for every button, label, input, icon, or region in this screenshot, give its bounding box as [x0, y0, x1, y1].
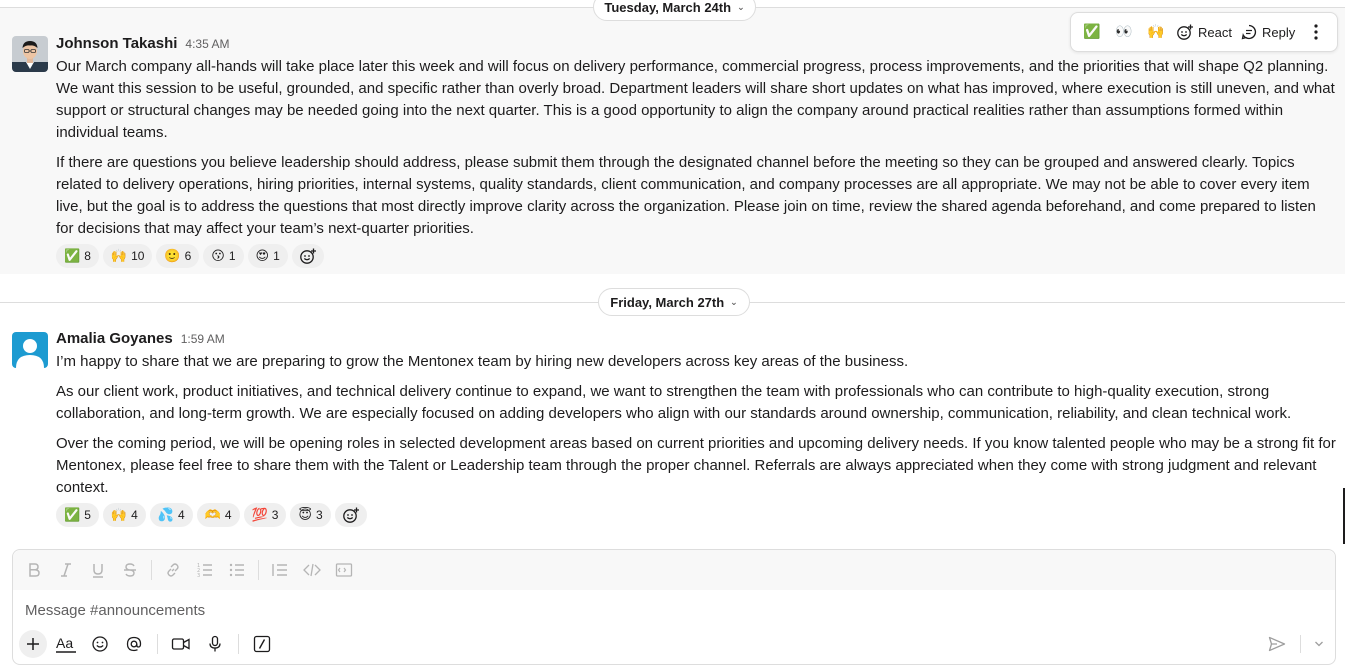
chevron-down-icon: ⌄: [737, 1, 745, 12]
text-format-icon: [55, 634, 77, 654]
svg-text:3: 3: [197, 573, 201, 578]
eyes-emoji-icon: 👀: [1115, 24, 1133, 40]
reaction-count: 6: [184, 249, 192, 263]
reaction-count: 8: [84, 249, 91, 263]
code-icon[interactable]: [299, 557, 325, 583]
underline-icon[interactable]: [85, 557, 111, 583]
reaction-count: 4: [224, 508, 232, 522]
italic-icon[interactable]: [53, 557, 79, 583]
reaction-pill[interactable]: [197, 503, 240, 527]
bold-icon[interactable]: [21, 557, 47, 583]
add-emoji-icon: [342, 506, 360, 524]
send-icon: [1268, 636, 1286, 652]
emoji-button[interactable]: [85, 630, 115, 658]
more-actions-button[interactable]: [1301, 17, 1331, 47]
date-label: Tuesday, March 24th: [604, 0, 732, 15]
date-divider-pill[interactable]: [598, 288, 750, 316]
toolbar-divider: [258, 560, 259, 580]
mention-button[interactable]: [119, 630, 149, 658]
reaction-pill[interactable]: [203, 244, 243, 268]
reaction-emoji: ✅: [64, 507, 81, 523]
toolbar-divider: [151, 560, 152, 580]
author-name[interactable]: Johnson Takashi: [56, 35, 178, 52]
quick-react-check-button[interactable]: [1077, 17, 1107, 47]
reaction-emoji: ✅: [64, 248, 81, 264]
svg-text:2: 2: [197, 568, 201, 574]
reaction-pill[interactable]: [248, 244, 288, 268]
reaction-count: 5: [84, 508, 91, 522]
reaction-count: 3: [315, 508, 323, 522]
slash-command-icon: [253, 635, 271, 653]
reaction-pill[interactable]: [56, 503, 99, 527]
reaction-emoji: 😗: [211, 248, 225, 264]
reaction-emoji: 🙌: [110, 248, 128, 264]
reaction-emoji: 😍: [255, 248, 270, 264]
message-paragraph: I’m happy to share that we are preparing to grow the Mentonex team by hiring new developers across key areas of the business.: [56, 353, 909, 370]
message-timestamp[interactable]: 4:35 AM: [185, 37, 230, 51]
chevron-down-icon: ⌄: [730, 296, 738, 307]
reaction-pill[interactable]: [103, 503, 146, 527]
reaction-emoji: 🫶: [204, 507, 221, 523]
reply-thread-icon: [1240, 23, 1258, 41]
composer-actions: [19, 628, 1329, 660]
chevron-down-icon: [1314, 640, 1324, 648]
reaction-pill[interactable]: [156, 244, 199, 268]
reaction-list: [56, 244, 1337, 268]
text-formatting-button[interactable]: [51, 630, 81, 658]
reaction-pill[interactable]: [103, 244, 153, 268]
reaction-emoji: 💦: [157, 507, 174, 523]
toolbar-divider: [238, 634, 239, 654]
send-button[interactable]: [1262, 630, 1292, 658]
send-controls: [1262, 630, 1329, 658]
check-emoji-icon: ✅: [1083, 24, 1101, 40]
message-composer: [12, 549, 1336, 665]
date-divider-pill[interactable]: [593, 0, 756, 21]
reaction-pill[interactable]: [150, 503, 193, 527]
reply-label: Reply: [1261, 24, 1296, 40]
reaction-emoji: 😇: [298, 507, 312, 523]
reply-button[interactable]: [1237, 17, 1298, 47]
add-reaction-button[interactable]: [335, 503, 367, 527]
react-label: React: [1198, 24, 1232, 40]
shortcuts-button[interactable]: [247, 630, 277, 658]
send-divider: [1300, 635, 1301, 653]
send-options-button[interactable]: [1309, 630, 1329, 658]
video-camera-icon: [171, 636, 191, 652]
message-item[interactable]: [0, 320, 1345, 535]
quick-react-eyes-button[interactable]: [1109, 17, 1139, 47]
message-paragraph: As our client work, product initiatives, and technical delivery continue to expand, we want to strengthen the team with professionals who can contribute to high-quality execution, strong collaboration, and long-term growth. We are especially focused on adding developers who align with our standards around ownership, communication, reliability, and clean technical work.: [56, 383, 1292, 422]
reaction-pill[interactable]: [244, 503, 287, 527]
audio-clip-button[interactable]: [200, 630, 230, 658]
reaction-list: [56, 503, 1337, 527]
message-paragraph: Our March company all-hands will take place later this week and will focus on delivery performance, commercial progress, process improvements, and the priorities that will shape Q2 planning. We want this session to be useful, grounded, and specific rather than overly broad. Department leaders will share short updates on what has improved, where execution is still uneven, and what support or structural changes may be needed going into the next quarter. This is a good opportunity to align the company around practical realities rather than assumptions formed within individual teams.: [56, 58, 1335, 141]
link-icon[interactable]: [160, 557, 186, 583]
message-actions-toolbar: [1070, 12, 1338, 52]
emoji-icon: [91, 635, 109, 653]
date-label: Friday, March 27th: [610, 294, 725, 310]
reaction-count: 10: [131, 249, 145, 263]
formatting-toolbar: [13, 550, 1335, 590]
raised-hands-emoji-icon: 🙌: [1147, 24, 1165, 40]
more-vertical-icon: [1313, 23, 1319, 41]
react-button[interactable]: [1173, 17, 1235, 47]
message-timestamp[interactable]: 1:59 AM: [180, 332, 225, 346]
reaction-emoji: 🙌: [110, 507, 128, 523]
message-input[interactable]: [25, 598, 1315, 622]
plus-icon: [25, 636, 41, 652]
author-name[interactable]: Amalia Goyanes: [56, 330, 173, 347]
toolbar-divider: [157, 634, 158, 654]
at-sign-icon: [125, 635, 143, 653]
add-emoji-icon: [299, 247, 317, 265]
add-reaction-button[interactable]: [292, 244, 324, 268]
reaction-count: 3: [271, 508, 279, 522]
message-paragraph: If there are questions you believe leadership should address, please submit them through the designated channel before the meeting so they can be grouped and answered clearly. Topics related to delivery operations, hiring priorities, internal systems, quality standards, client communication, and company processes are all appropriate. We may not be able to cover every item live, but the goal is to address the questions that most directly improve clarity across the organization. Please join on time, review the shared agenda beforehand, and come prepared to listen for decisions that may affect your team’s next-quarter priorities.: [56, 154, 1316, 237]
reaction-emoji: 💯: [251, 507, 268, 523]
reaction-count: 4: [131, 508, 138, 522]
ordered-list-icon[interactable]: [192, 557, 218, 583]
message-paragraph: Over the coming period, we will be opening roles in selected development areas based on current priorities and upcoming delivery needs. If you know talented people who may be a strong fit for Mentonex, please feel free to share them with the Talent or Leadership team through the proper channel. Referrals are always appreciated when they come with strong judgment and relevant context.: [56, 435, 1336, 496]
bulleted-list-icon[interactable]: [224, 557, 250, 583]
reaction-pill[interactable]: [56, 244, 99, 268]
reaction-count: 4: [177, 508, 185, 522]
microphone-icon: [207, 635, 223, 653]
svg-text:1: 1: [197, 563, 201, 569]
avatar[interactable]: [12, 332, 48, 368]
avatar[interactable]: [12, 36, 48, 72]
code-block-icon[interactable]: [331, 557, 357, 583]
attach-plus-button[interactable]: [19, 630, 47, 658]
reaction-emoji: 🙂: [164, 248, 181, 264]
quick-react-hands-button[interactable]: [1141, 17, 1171, 47]
strikethrough-icon[interactable]: [117, 557, 143, 583]
reaction-pill[interactable]: [290, 503, 330, 527]
blockquote-icon[interactable]: [267, 557, 293, 583]
reaction-count: 1: [273, 249, 280, 263]
svg-text:Aa: Aa: [56, 635, 74, 651]
video-clip-button[interactable]: [166, 630, 196, 658]
reaction-count: 1: [228, 249, 236, 263]
add-emoji-icon: [1176, 23, 1194, 41]
